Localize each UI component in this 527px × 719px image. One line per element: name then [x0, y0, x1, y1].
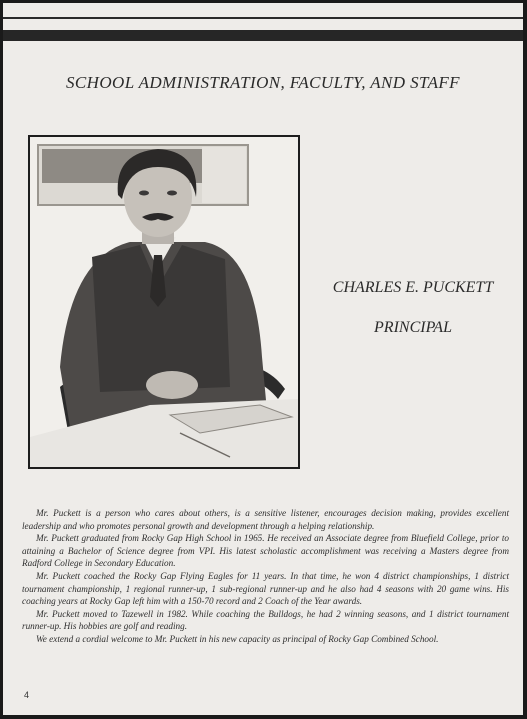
principal-name: CHARLES E. PUCKETT	[332, 279, 494, 296]
section-heading: SCHOOL ADMINISTRATION, FACULTY, AND STAFF	[66, 73, 460, 92]
principal-title: PRINCIPAL	[374, 319, 452, 336]
bio-paragraph: We extend a cordial welcome to Mr. Puckett in his new capacity as principal of Rocky Gap Combined School.	[36, 633, 439, 644]
bio-paragraph: Mr. Puckett graduated from Rocky Gap High School in 1965. He received an Associate degree from Bluefield College, prior to attaining a Bachelor of Science degree from VPI. His latest scholastic accomplishment was receiving a Masters degree from Radford College in Secondary Education.	[22, 533, 509, 569]
principal-photo	[28, 135, 300, 469]
yearbook-page	[3, 3, 523, 715]
top-rule-thin	[3, 17, 523, 19]
bio-paragraph: Mr. Puckett coached the Rocky Gap Flying Eagles for 11 years. In that time, he won 4 district championships, 1 district tournament championship, 1 regional runner-up, 1 sub-regional runner-up and he also had 4 seasons with 20 game wins. His coaching years at Rocky Gap left him with a 150-70 record and 2 Coach of the Year awards.	[22, 570, 509, 607]
bio-paragraph: Mr. Puckett moved to Tazewell in 1982. While coaching the Bulldogs, he had 2 winning seasons, and 1 district tournament runner-up. His hobbies are golf and reading.	[22, 608, 509, 632]
top-rule-thick	[3, 30, 523, 41]
page-number: 4	[24, 690, 30, 700]
biography	[22, 507, 509, 646]
bio-paragraph: Mr. Puckett is a person who cares about others, is a sensitive listener, encourages decision making, provides excellent leadership and who promotes personal growth and development through a helping relationship.	[22, 508, 509, 531]
